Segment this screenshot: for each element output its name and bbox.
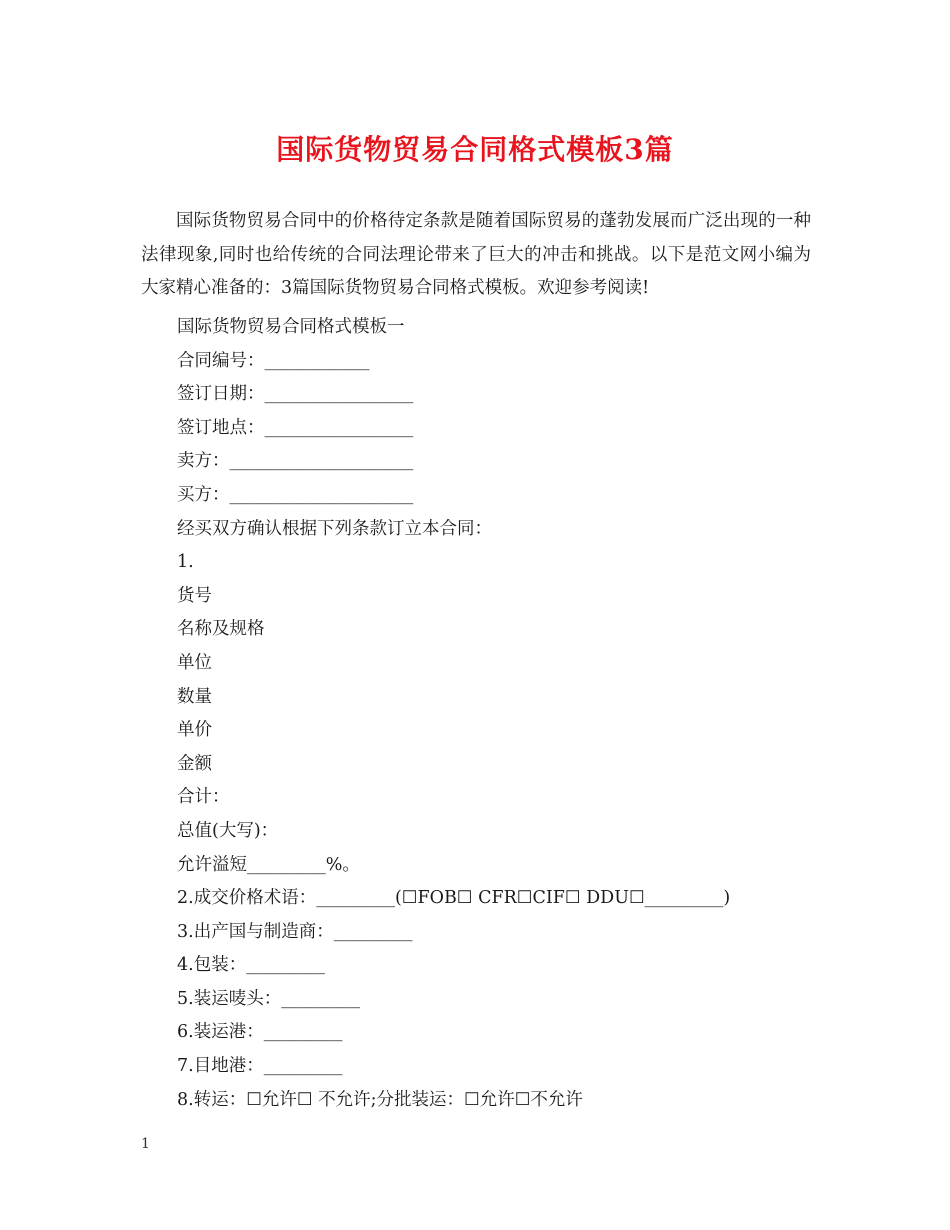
signing-place-field: 签订地点：_________________ — [177, 417, 414, 438]
buyer-field: 买方：_____________________ — [177, 484, 414, 505]
price-terms-clause: 2.成交价格术语：_________(☐FOB☐ CFR☐CIF☐ DDU☐_________) — [177, 888, 731, 909]
page-number: 1 — [141, 1136, 150, 1152]
signing-date-field: 签订日期：_________________ — [177, 384, 414, 405]
shipping-marks-clause: 5.装运唛头：_________ — [177, 988, 360, 1009]
loading-port-clause: 6.装运港：_________ — [177, 1022, 343, 1043]
contract-number-field: 合同编号：____________ — [177, 350, 370, 371]
contract-lines — [177, 311, 730, 1117]
intro-paragraph: 国际货物贸易合同中的价格待定条款是随着国际贸易的蓬勃发展而广泛出现的一种法律现象,同时也给传统的合同法理论带来了巨大的冲击和挑战。以下是范文网小编为大家精心准备的：3篇国际货物贸易合同格式模板。欢迎参考阅读! — [141, 211, 811, 298]
amount-label: 金额 — [177, 753, 212, 774]
unit-label: 单位 — [177, 652, 212, 673]
seller-field: 卖方：_____________________ — [177, 451, 414, 472]
transshipment-clause: 8.转运：☐允许☐ 不允许;分批装运：☐允许☐不允许 — [177, 1089, 583, 1110]
item-number-label: 货号 — [177, 585, 212, 606]
clause-1-number: 1. — [177, 552, 194, 573]
tolerance-field: 允许溢短_________%。 — [177, 854, 360, 875]
packing-clause: 4.包装：_________ — [177, 955, 325, 976]
origin-clause: 3.出产国与制造商：_________ — [177, 921, 413, 942]
name-spec-label: 名称及规格 — [177, 619, 265, 640]
unit-price-label: 单价 — [177, 720, 212, 741]
template-heading: 国际货物贸易合同格式模板一 — [177, 317, 405, 337]
total-value-field: 总值(大写)： — [177, 820, 279, 841]
destination-port-clause: 7.目地港：_________ — [177, 1056, 343, 1077]
total-label: 合计： — [177, 787, 230, 808]
agreement-statement: 经买双方确认根据下列条款订立本合同： — [177, 518, 492, 539]
quantity-label: 数量 — [177, 686, 212, 707]
document-title: 国际货物贸易合同格式模板3篇 — [276, 133, 674, 166]
